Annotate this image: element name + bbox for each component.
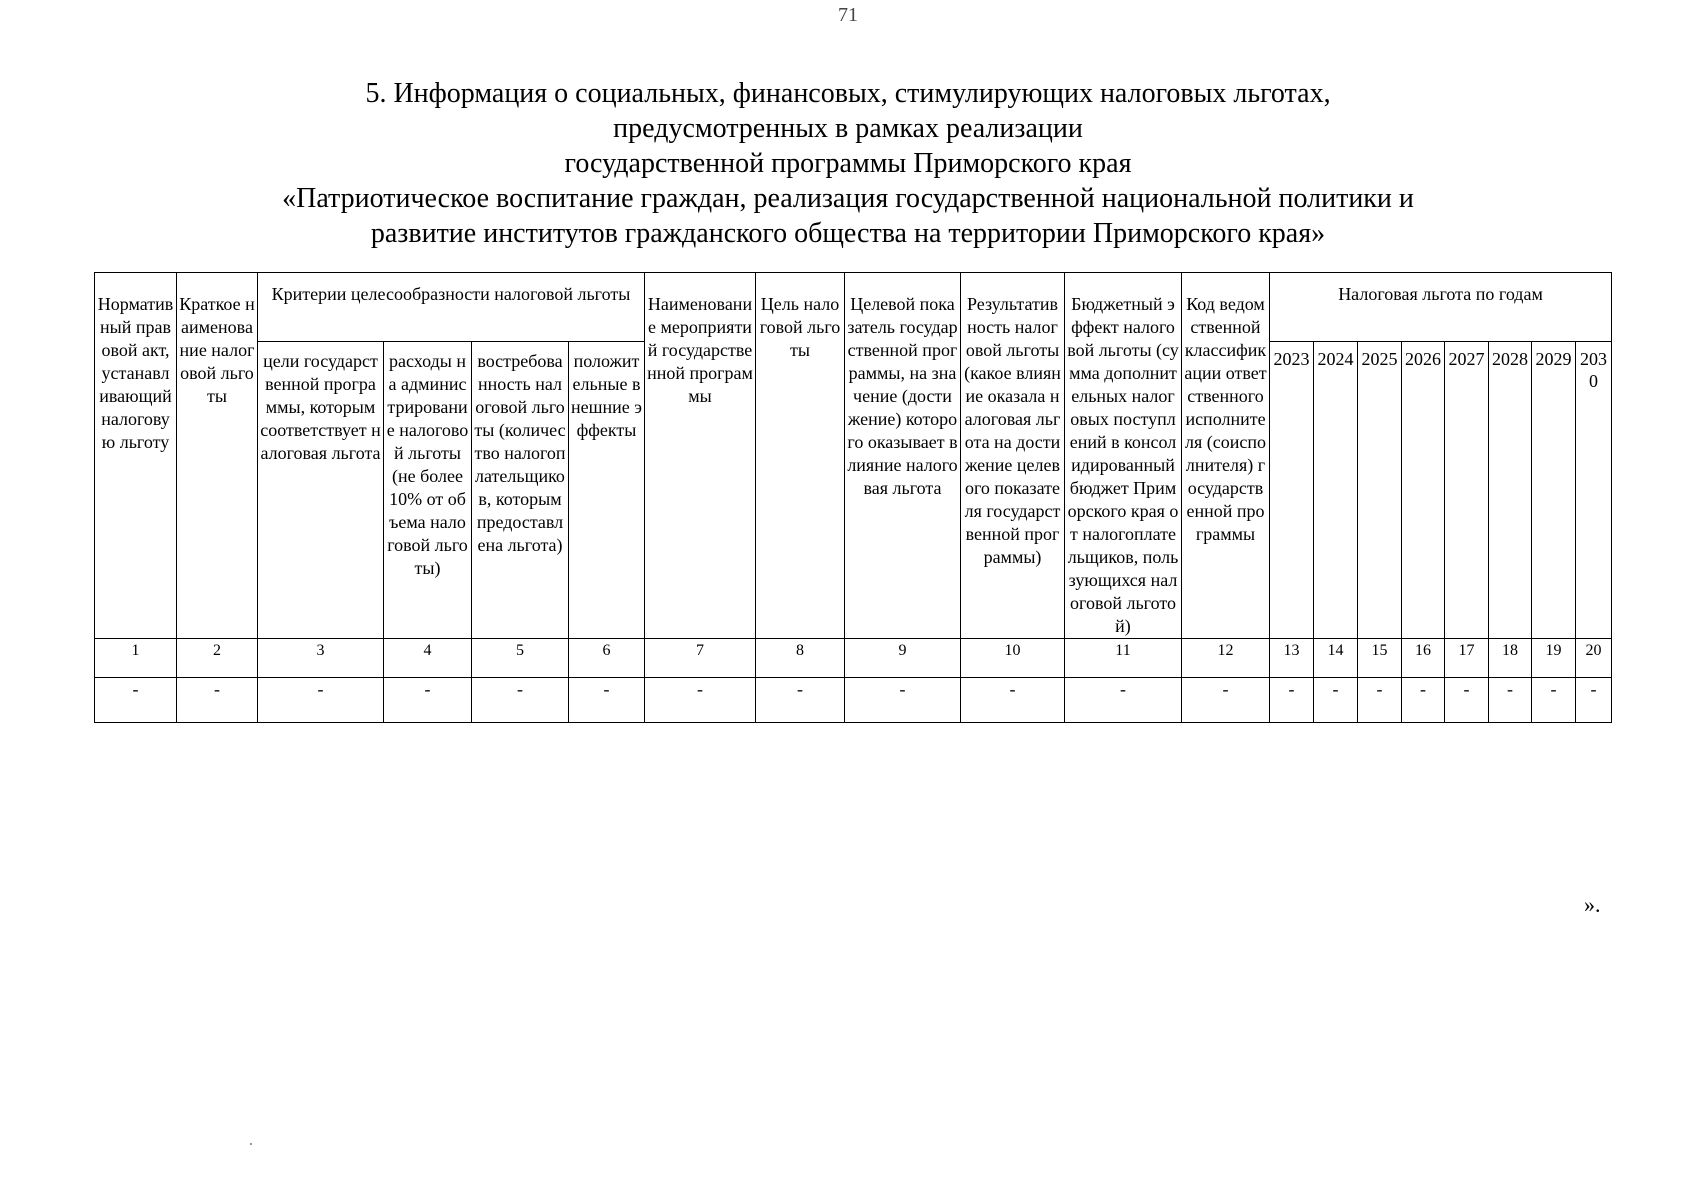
table-cell: - xyxy=(1445,678,1489,723)
header-admin-costs: расходы на администрирование налоговой льготы (не более 10% от объема налоговой льготы) xyxy=(384,342,472,639)
tax-benefits-table-container xyxy=(94,272,1606,723)
column-number: 3 xyxy=(258,639,384,678)
header-normative-act: Нормативный правовой акт, устанавливающий налоговую льготу xyxy=(95,273,177,639)
header-dept-code: Код ведомственной классификации ответственного исполнителя (соисполнителя) государственной программы xyxy=(1182,273,1270,639)
header-year: 2024 xyxy=(1314,342,1358,639)
table-cell: - xyxy=(1532,678,1576,723)
column-number: 6 xyxy=(569,639,645,678)
table-cell: - xyxy=(1489,678,1532,723)
header-by-year-group: Налоговая льгота по годам xyxy=(1270,273,1612,342)
table-cell: - xyxy=(1270,678,1314,723)
header-year: 2023 xyxy=(1270,342,1314,639)
column-number: 15 xyxy=(1358,639,1402,678)
column-number: 7 xyxy=(645,639,756,678)
column-number: 13 xyxy=(1270,639,1314,678)
header-target-indicator: Целевой показатель государственной программы, на значение (достижение) которого оказывает влияние налоговая льгота xyxy=(845,273,961,639)
title-line: развитие институтов гражданского общества на территории Приморского края» xyxy=(370,218,1326,249)
column-number: 20 xyxy=(1576,639,1612,678)
table-cell: - xyxy=(95,678,177,723)
column-number-row xyxy=(95,639,1612,678)
table-cell: - xyxy=(569,678,645,723)
header-year: 2026 xyxy=(1402,342,1445,639)
table-cell: - xyxy=(472,678,569,723)
table-cell: - xyxy=(177,678,258,723)
header-event-name: Наименование мероприятий государственной программы xyxy=(645,273,756,639)
column-number: 11 xyxy=(1065,639,1182,678)
column-number: 1 xyxy=(95,639,177,678)
header-budget-effect: Бюджетный эффект налоговой льготы (сумма дополнительных налоговых поступлений в консолидированный бюджет Приморского края от налогоплательщиков, пользующихся налоговой льготой) xyxy=(1065,273,1182,639)
column-number: 9 xyxy=(845,639,961,678)
column-number: 12 xyxy=(1182,639,1270,678)
table-cell: - xyxy=(756,678,845,723)
column-number: 14 xyxy=(1314,639,1358,678)
table-cell: - xyxy=(1358,678,1402,723)
title-line: 5. Информация о социальных, финансовых, стимулирующих налоговых льготах, xyxy=(365,78,1331,109)
header-demand: востребованность налоговой льготы (количество налогоплательщиков, которым предоставлена льгота) xyxy=(472,342,569,639)
table-row xyxy=(95,678,1612,723)
column-number: 19 xyxy=(1532,639,1576,678)
scan-artifact xyxy=(250,1143,252,1145)
column-number: 18 xyxy=(1489,639,1532,678)
header-year: 2025 xyxy=(1358,342,1402,639)
title-line: предусмотренных в рамках реализации xyxy=(613,113,1083,144)
header-program-goals: цели государственной программы, которым соответствует налоговая льгота xyxy=(258,342,384,639)
header-year: 2029 xyxy=(1532,342,1576,639)
column-number: 16 xyxy=(1402,639,1445,678)
column-number: 2 xyxy=(177,639,258,678)
header-criteria-group: Критерии целесообразности налоговой льготы xyxy=(258,273,645,342)
title-line: государственной программы Приморского края xyxy=(564,148,1132,179)
table-cell: - xyxy=(258,678,384,723)
header-year: 2028 xyxy=(1489,342,1532,639)
table-cell: - xyxy=(1576,678,1612,723)
table-cell: - xyxy=(961,678,1065,723)
column-number: 4 xyxy=(384,639,472,678)
tax-benefits-table xyxy=(94,272,1612,723)
table-cell: - xyxy=(845,678,961,723)
header-benefit-goal: Цель налоговой льготы xyxy=(756,273,845,639)
column-number: 10 xyxy=(961,639,1065,678)
column-number: 8 xyxy=(756,639,845,678)
header-positive-effects: положительные внешние эффекты xyxy=(569,342,645,639)
table-cell: - xyxy=(384,678,472,723)
header-year: 2027 xyxy=(1445,342,1489,639)
closing-quote-mark: ». xyxy=(1584,892,1601,917)
table-cell: - xyxy=(1065,678,1182,723)
header-short-name: Краткое наименование налоговой льготы xyxy=(177,273,258,639)
column-number: 5 xyxy=(472,639,569,678)
table-cell: - xyxy=(645,678,756,723)
document-title xyxy=(0,76,1696,251)
page-number: 71 xyxy=(838,4,858,26)
table-cell: - xyxy=(1314,678,1358,723)
header-year: 2030 xyxy=(1576,342,1612,639)
column-number: 17 xyxy=(1445,639,1489,678)
title-line: «Патриотическое воспитание граждан, реализация государственной национальной политики и xyxy=(282,183,1414,214)
table-cell: - xyxy=(1182,678,1270,723)
header-effectiveness: Результативность налоговой льготы (какое влияние оказала налоговая льгота на достижение целевого показателя государственной программы) xyxy=(961,273,1065,639)
table-cell: - xyxy=(1402,678,1445,723)
